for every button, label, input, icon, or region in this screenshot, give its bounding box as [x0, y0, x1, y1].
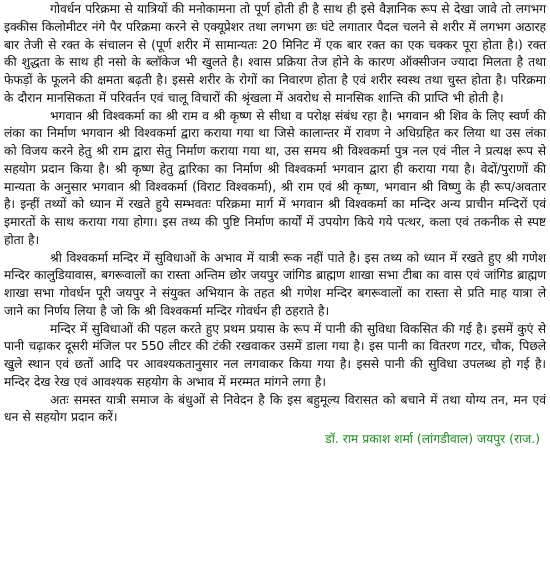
author-signature: डॉ. राम प्रकाश शर्मा (लांगडीवाल) जयपुर (राज.): [325, 432, 540, 446]
document-body: [4, 1, 546, 448]
paragraph-vishwakarma-relation: भगवान श्री विश्वकर्मा का श्री राम व श्री कृष्ण से सीधा व परोक्ष संबंध रहा है। भगवान श्री शिव के लिए स्वर्ण की लंका का निर्माण भगवान श्री विश्वकर्मा द्वारा कराया गया था जिसे कालान्तर में रावण ने अधिग्रहित कर लिया था उस लंका को विजय करने हेतु श्री राम द्वारा सेतु निर्माण कराया गया था, उस समय श्री विश्वकर्मा पुत्र नल एवं नील ने प्रत्यक्ष रूप से सहयोग प्रदान किया है। श्री कृष्ण हेतु द्वारिका का निर्माण श्री विश्वकर्मा भगवान द्वारा ही कराया गया है। वेदों/पुराणों की मान्यता के अनुसार भगवान श्री विश्वकर्मा (विराट विश्वकर्मा), श्री राम एवं श्री कृष्ण, भगवान श्री विष्णु के ही रूप/अवतार है। इन्हीं तथ्यों को ध्यान में रखते हुये सम्भवतः परिक्रमा मार्ग में भगवान श्री विश्वकर्मा का मन्दिर अन्य प्राचीन मन्दिरों एवं इमारतों के साथ कराया गया होगा। इस तथ्य की पुष्टि निर्माण कार्यों में उपयोग किये गये पत्थर, कला एवं तकनीक से स्पष्ट होता है।: [4, 108, 546, 247]
paragraph-water-facility: मन्दिर में सुविधाओं की पहल करते हुए प्रथम प्रयास के रूप में पानी की सुविधा विकसित की गई है। इसमें कुएं से पानी चढ़ाकर दूसरी मंजिल पर 550 लीटर की टंकी रखवाकर उसमें डाला गया है। इस पानी का वितरण गटर, चौक, पिछले खुले स्थान एवं छतों आदि पर आवश्यकतानुसार नल लगवाकर किया गया है। इससे पानी की सुविधा उपलब्ध हो गई है। मन्दिर देख रेख एवं आवश्यक सहयोग के अभाव में मरम्मत मांगने लगा है।: [4, 321, 546, 389]
paragraph-govardhan-parikrama: गोवर्धन परिक्रमा से यात्रियों की मनोकामना तो पूर्ण होती ही है साथ ही इसे वैज्ञानिक रूप से देखा जावे तो लगभग इक्कीस किलोमीटर नंगे पैर परिक्रमा करने से एक्यूप्रेशर तथा लगभग छः घंटे लगातार पैदल चलने से शरीर में लगभग अठारह बार तेजी से रक्त के संचालन से (पूर्ण शरीर में सामान्यतः 20 मिनिट में एक बार रक्त का एक चक्कर पूरा होता है।) रक्त की शुद्धता के साथ ही नसो के ब्लॉकेज भी खुलते है। श्वास प्रक्रिया तेज होने के कारण ऑक्सीजन ज्यादा मिलता है तथा फेफड़ों के फूलने की क्षमता बढ़ती है। इससे शरीर के रोगों का निवारण होता है एवं शरीर स्वस्थ तथा चुस्त होता है। परिक्रमा के दौरान मानसिकता में परिवर्तन एवं चालू विचारों की श्रृंखला में अवरोध से मानसिक शान्ति की प्राप्ति भी होती है।: [4, 2, 546, 105]
paragraph-appeal: अतः समस्त यात्री समाज के बंधुओं से निवेदन है कि इस बहुमूल्य विरासत को बचाने में तथा योग्य तन, मन एवं धन से सहयोग प्रदान करें।: [4, 392, 546, 425]
paragraph-temple-facilities: श्री विश्वकर्मा मन्दिर में सुविधाओं के अभाव में यात्री रूक नहीं पाते है। इस तथ्य को ध्यान में रखते हुए श्री गणेश मन्दिर कालुडियावास, बगरूवालों का रास्ता अन्तिम छोर जयपुर जांगिड ब्राह्मण शाखा सभा टीबा का वास एवं जांगिड ब्राह्मण शाखा सभा गोवर्धन पूरी जयपुर ने संयुक्त अभियान के तहत श्री गणेश मन्दिर बगरूवालों का रास्ता से प्रति माह यात्रा ले जाने का निर्णय लिया है जो कि श्री विश्वकर्मा मन्दिर गोवर्धन ही ठहराते है।: [4, 250, 546, 318]
